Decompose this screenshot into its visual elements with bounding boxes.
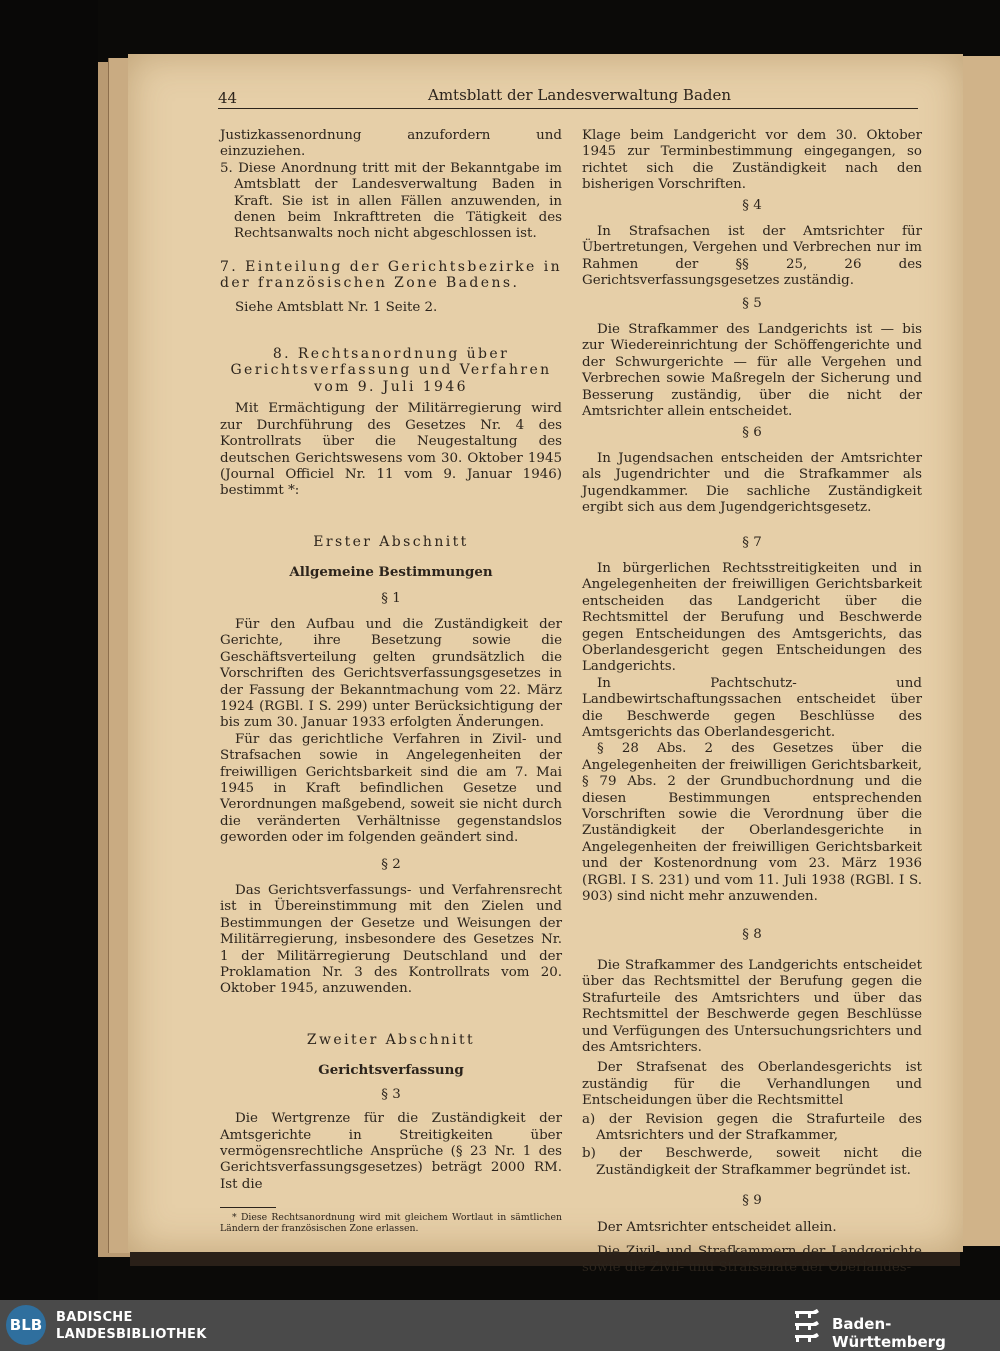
left-paragraph: Für das gerichtliche Verfahren in Zivil- und Strafsachen sowie in Angelegenheiten der freiwilligen Gerichtsbarkeit sind die am 7. Mai 1945 in Kraft befindlichen Gesetze und Verordnungen maßgebend, soweit sie nicht durch die veränderten Verhältnisse gegenstandslos geworden oder im folgenden geändert sind. — [220, 731, 562, 846]
right-paragraph: § 8 — [742, 927, 762, 943]
book-binding — [0, 0, 98, 1300]
right-paragraph: b) der Beschwerde, soweit nicht die Zuständigkeit der Strafkammer begründet ist. — [582, 1146, 922, 1178]
right-paragraph: In bürgerlichen Rechtsstreitigkeiten und in Angelegenheiten der freiwilligen Gerichtsbarkeit entscheiden das Landgericht über die Rechtsmittel der Berufung und Beschwerde gegen Entscheidungen des Amtsgerichts, das Oberlandesgericht gegen Entscheidungen des Landgerichts. — [582, 560, 922, 675]
left-paragraph: Für den Aufbau und die Zuständigkeit der Gerichte, ihre Besetzung sowie die Geschäftsverteilung gelten grundsätzlich die Vorschriften des Gerichtsverfassungsgesetzes in der Fassung der Bekanntmachung vom 22. März 1924 (RGBl. I S. 299) unter Berücksichtigung der bis zum 30. Januar 1933 erfolgten Änderungen. — [220, 616, 562, 731]
right-paragraph: Die Strafkammer des Landgerichts ist — bis zur Wiedereinrichtung der Schöffengerichte und der Schwurgerichte — für alle Vergehen und Verbrechen sowie Maßregeln der Sicherung und Besserung zuständig, über die nicht der Amtsrichter allein entscheidet. — [582, 322, 922, 420]
left-text-column — [220, 128, 562, 1234]
left-paragraph: § 1 — [381, 590, 401, 606]
right-paragraph: § 9 — [742, 1193, 762, 1209]
left-paragraph: Allgemeine Bestimmungen — [289, 564, 493, 581]
right-paragraph: Der Amtsrichter entscheidet allein. — [597, 1219, 837, 1235]
left-paragraph: Siehe Amtsblatt Nr. 1 Seite 2. — [235, 299, 438, 315]
right-paragraph: § 5 — [742, 295, 762, 311]
page-header — [218, 84, 918, 109]
page-number: 44 — [218, 89, 238, 107]
left-paragraph: Mit Ermächtigung der Militärregierung wird zur Durchführung des Gesetzes Nr. 4 des Kontrollrats über die Neugestaltung des deutschen Gerichtswesens vom 30. Oktober 1945 (Journal Officiel Nr. 11 vom 9. Januar 1946) bestimmt *: — [220, 401, 562, 499]
footnote: * Diese Rechtsanordnung wird mit gleichem Wortlaut in sämtlichen Ländern der französischen Zone erlassen. — [220, 1212, 562, 1235]
right-paragraph: In Strafsachen ist der Amtsrichter für Übertretungen, Vergehen und Verbrechen nur im Rahmen der §§ 25, 26 des Gerichtsverfassungsgesetzes zuständig. — [582, 224, 922, 289]
right-paragraph: Der Strafsenat des Oberlandesgerichts ist zuständig für die Verhandlungen und Entscheidungen über die Rechtsmittel — [582, 1060, 922, 1109]
next-page-edge — [960, 56, 1000, 1246]
left-paragraph: Die Wertgrenze für die Zuständigkeit der Amtsgerichte in Streitigkeiten über vermögensrechtliche Ansprüche (§ 23 Nr. 1 des Gerichtsverfassungsgesetzes) beträgt 2000 RM. Ist die — [220, 1111, 562, 1192]
left-paragraph: 7. Einteilung der Gerichtsbezirke in der französischen Zone Badens. — [220, 258, 562, 292]
left-paragraph: Justizkassenordnung anzufordern und einzuziehen. — [220, 128, 562, 160]
right-paragraph: In Pachtschutz- und Landbewirtschaftungssachen entscheidet über die Beschwerde gegen Beschlüsse des Amtsgerichts das Oberlandesgericht. — [582, 675, 922, 740]
blb-name-line1: BADISCHE — [56, 1310, 133, 1325]
right-paragraph: § 7 — [742, 534, 762, 550]
left-paragraph: 8. Rechtsanordnung über Gerichtsverfassung und Verfahren vom 9. Juli 1946 — [230, 346, 552, 395]
right-paragraph: Die Zivil- und Strafkammern der Landgerichte sowie die Zivil- und Strafsenate der Oberlandes- — [582, 1243, 922, 1276]
right-paragraph: Die Strafkammer des Landgerichts entscheidet über das Rechtsmittel der Berufung gegen die Strafurteile des Amtsrichters und über das Rechtsmittel der Beschwerde gegen Beschlüsse und Verfügungen des Untersuchungsrichters und des Amtsrichters. — [582, 957, 922, 1055]
left-paragraph: 5. Diese Anordnung tritt mit der Bekanntgabe im Amtsblatt der Landesverwaltung Baden in Kraft. Sie ist in allen Fällen anzuwenden, in denen beim Inkrafttreten die Tätigkeit des Rechtsanwalts noch nicht abgeschlossen ist. — [220, 160, 562, 242]
right-paragraph: § 28 Abs. 2 des Gesetzes über die Angelegenheiten der freiwilligen Gerichtsbarkeit, § 79 Abs. 2 der Grundbuchordnung und die diesen Bestimmungen entsprechenden Vorschriften sowie die Verordnung über die Zuständigkeit der Oberlandesgerichte in Angelegenheiten der freiwilligen Gerichtsbarkeit und der Kostenordnung vom 23. März 1936 (RGBl. I S. 231) und vom 11. Juli 1938 (RGBl. I S. 903) sind nicht mehr anzuwenden. — [582, 741, 922, 905]
left-paragraph: Zweiter Abschnitt — [306, 1031, 476, 1048]
left-paragraph: Erster Abschnitt — [313, 533, 469, 550]
right-paragraph: In Jugendsachen entscheiden der Amtsrichter als Jugendrichter und die Strafkammer als Jugendkammer. Die sachliche Zuständigkeit ergibt sich aus dem Jugendgerichtsgesetz. — [582, 450, 922, 516]
footnote-rule — [220, 1207, 276, 1208]
blb-name-line2: LANDESBIBLIOTHEK — [56, 1327, 207, 1342]
left-paragraph: Gerichtsverfassung — [318, 1062, 464, 1079]
journal-title: Amtsblatt der Landesverwaltung Baden — [428, 86, 732, 104]
right-text-column — [582, 128, 922, 1277]
blb-library-name[interactable] — [56, 1309, 207, 1343]
right-paragraph: § 4 — [742, 197, 762, 213]
viewer-footer-bar — [0, 1300, 1000, 1351]
three-lions-icon — [792, 1307, 822, 1345]
baden-wuerttemberg-name[interactable]: Baden-Württemberg — [832, 1315, 946, 1351]
right-paragraph: a) der Revision gegen die Strafurteile des Amtsrichters und der Strafkammer, — [582, 1111, 922, 1143]
right-paragraph: Klage beim Landgericht vor dem 30. Oktober 1945 zur Terminbestimmung eingegangen, so richtet sich die Zuständigkeit nach den bisherigen Vorschriften. — [582, 128, 922, 193]
left-paragraph: § 2 — [381, 856, 401, 872]
left-paragraph: Das Gerichtsverfassungs- und Verfahrensrecht ist in Übereinstimmung mit den Zielen und Bestimmungen der Gesetze und Weisungen der Militärregierung, insbesondere des Gesetzes Nr. 1 der Militärregierung Deutschland und der Proklamation Nr. 3 des Kontrollrats vom 20. Oktober 1945, anzuwenden. — [220, 883, 562, 997]
blb-logo-badge[interactable]: BLB — [6, 1305, 46, 1345]
left-paragraph: § 3 — [381, 1086, 401, 1102]
right-paragraph: § 6 — [742, 424, 762, 440]
